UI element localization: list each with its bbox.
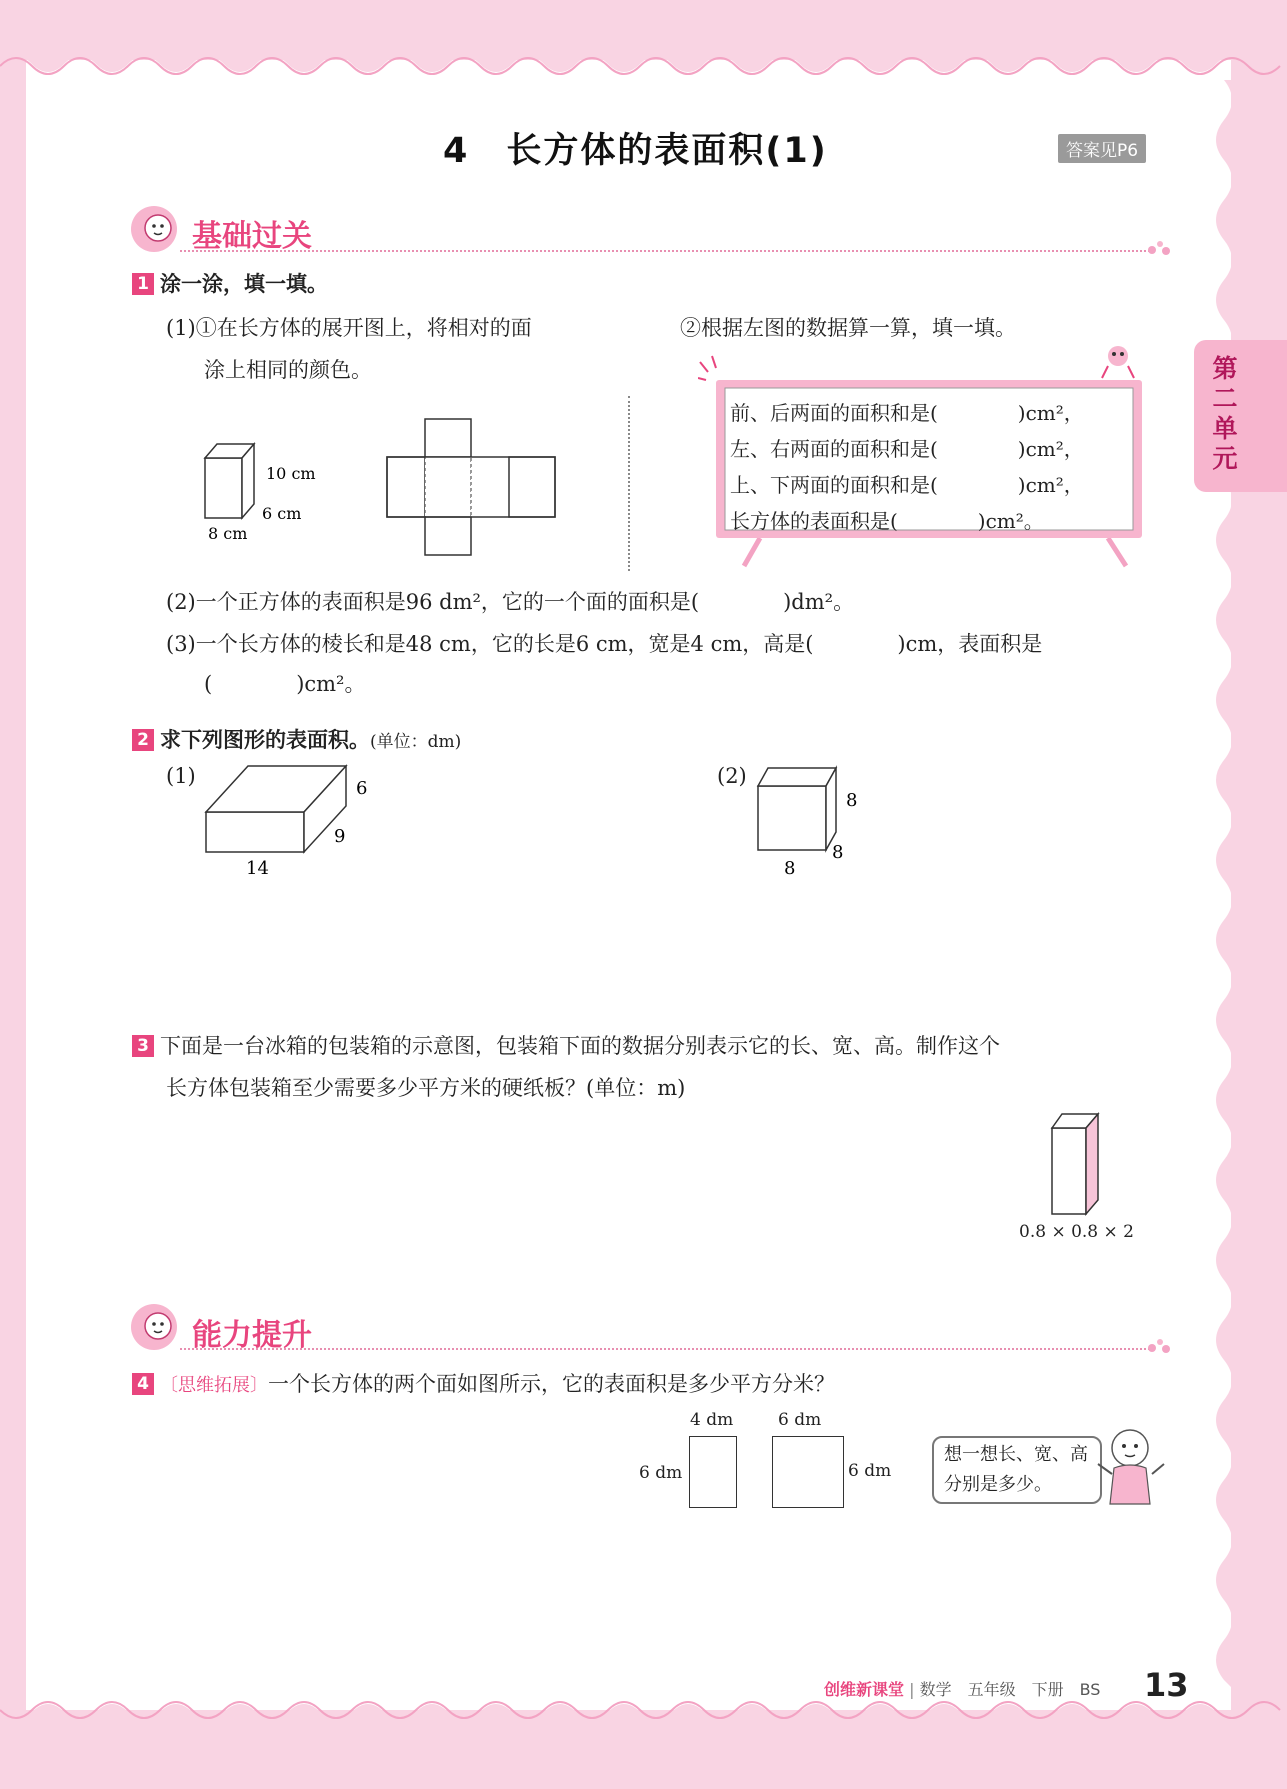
hint-line-2: 分别是多少。 — [944, 1474, 1052, 1495]
fridge-box-dims: 0.8 × 0.8 × 2 — [1019, 1222, 1134, 1242]
board-line-2: 左、右两面的面积和是( )cm²， — [730, 437, 1084, 461]
q2-fig2-depth-edge: 8 — [832, 842, 844, 863]
face1-top-label: 4 dm — [690, 1410, 734, 1430]
dots-decoration-icon — [1146, 236, 1172, 258]
q2-fig1-label: (1) — [166, 764, 196, 788]
q2-cube-2 — [752, 762, 872, 882]
dots-decoration-icon-2 — [1146, 1334, 1172, 1356]
net-face-right[interactable] — [471, 457, 509, 517]
q1-part3-text-line1: (3)一个长方体的棱长和是48 cm，它的长是6 cm，宽是4 cm，高是( )cm，表面积是 — [166, 632, 1043, 656]
hint-line-1: 想一想长、宽、高 — [944, 1444, 1088, 1465]
q2-fig2-right-edge: 8 — [846, 790, 858, 811]
page-number: 13 — [1144, 1666, 1189, 1704]
answer-reference: 答案见P6 — [1058, 134, 1146, 163]
section-mascot-icon — [128, 204, 184, 254]
q2-fig1-length: 14 — [246, 858, 269, 878]
fridge-box-figure — [1046, 1110, 1106, 1220]
question-3-line1: 3 下面是一台冰箱的包装箱的示意图，包装箱下面的数据分别表示它的长、宽、高。制作这个 — [132, 1030, 1000, 1060]
section-title-advanced: 能力提升 — [192, 1318, 312, 1353]
cuboid-figure — [190, 430, 330, 545]
q1-part1-right-text: ②根据左图的数据算一算，填一填。 — [680, 316, 1016, 340]
net-face-top[interactable] — [425, 419, 471, 457]
footer-info: 创维新课堂 | 数学 五年级 下册 BS — [824, 1680, 1101, 1699]
net-face-back[interactable] — [509, 457, 555, 517]
q1-part3-text-line2: ( )cm²。 — [204, 672, 366, 696]
face1-side-label: 6 dm — [639, 1463, 683, 1483]
section-divider — [180, 250, 1150, 252]
vertical-divider — [628, 396, 630, 571]
board-line-4: 长方体的表面积是( )cm²。 — [730, 509, 1044, 533]
net-face-front[interactable] — [425, 457, 471, 517]
footer-brand: 创维新课堂 — [824, 1680, 905, 1699]
net-face-left[interactable] — [387, 457, 425, 517]
q2-fig2-bottom-edge: 8 — [784, 858, 796, 879]
q1-part2-text: (2)一个正方体的表面积是96 dm²，它的一个面的面积是( )dm²。 — [166, 590, 855, 614]
footer-book-info: 数学 五年级 下册 BS — [919, 1680, 1101, 1699]
page-title: 4 长方体的表面积(1) — [443, 131, 828, 171]
section-divider-2 — [180, 1348, 1150, 1350]
q1-part1-text-line2: 涂上相同的颜色。 — [204, 358, 372, 382]
section-title-basic: 基础过关 — [192, 219, 312, 254]
right-wave-border — [1204, 80, 1244, 1700]
hint-bubble — [932, 1436, 1102, 1504]
q1-part1-text-line1: (1)①在长方体的展开图上，将相对的面 — [166, 316, 532, 340]
dim-height-label: 10 cm — [266, 464, 316, 483]
face2-side-label: 6 dm — [848, 1461, 892, 1481]
face2-square — [772, 1436, 844, 1508]
dim-length-label: 8 cm — [208, 524, 248, 543]
question-2-title: 2 求下列图形的表面积。(单位：dm) — [132, 724, 461, 754]
board-line-3: 上、下两面的面积和是( )cm²， — [730, 473, 1084, 497]
dim-width-label: 6 cm — [262, 504, 302, 523]
thinking-character-icon — [1094, 1424, 1170, 1510]
q2-fig1-width: 9 — [334, 826, 346, 847]
top-wave-border — [0, 44, 1287, 84]
q2-fig1-height: 6 — [356, 778, 368, 799]
question-3-line2: 长方体包装箱至少需要多少平方米的硬纸板？(单位：m) — [166, 1076, 686, 1100]
question-1-title: 1 涂一涂，填一填。 — [132, 268, 328, 298]
face1-rectangle — [689, 1436, 737, 1508]
question-4-text: 4 〔思维拓展〕一个长方体的两个面如图所示，它的表面积是多少平方分米？ — [132, 1368, 835, 1398]
cuboid-net-figure[interactable] — [386, 418, 558, 588]
net-face-bottom[interactable] — [425, 517, 471, 555]
board-line-1: 前、后两面的面积和是( )cm²， — [730, 401, 1084, 425]
face2-top-label: 6 dm — [778, 1410, 822, 1430]
unit-tab: 第二单元 — [1194, 340, 1287, 492]
section-mascot-icon-2 — [128, 1302, 184, 1352]
q2-fig2-label: (2) — [717, 764, 747, 788]
q2-cuboid-1 — [198, 758, 378, 878]
